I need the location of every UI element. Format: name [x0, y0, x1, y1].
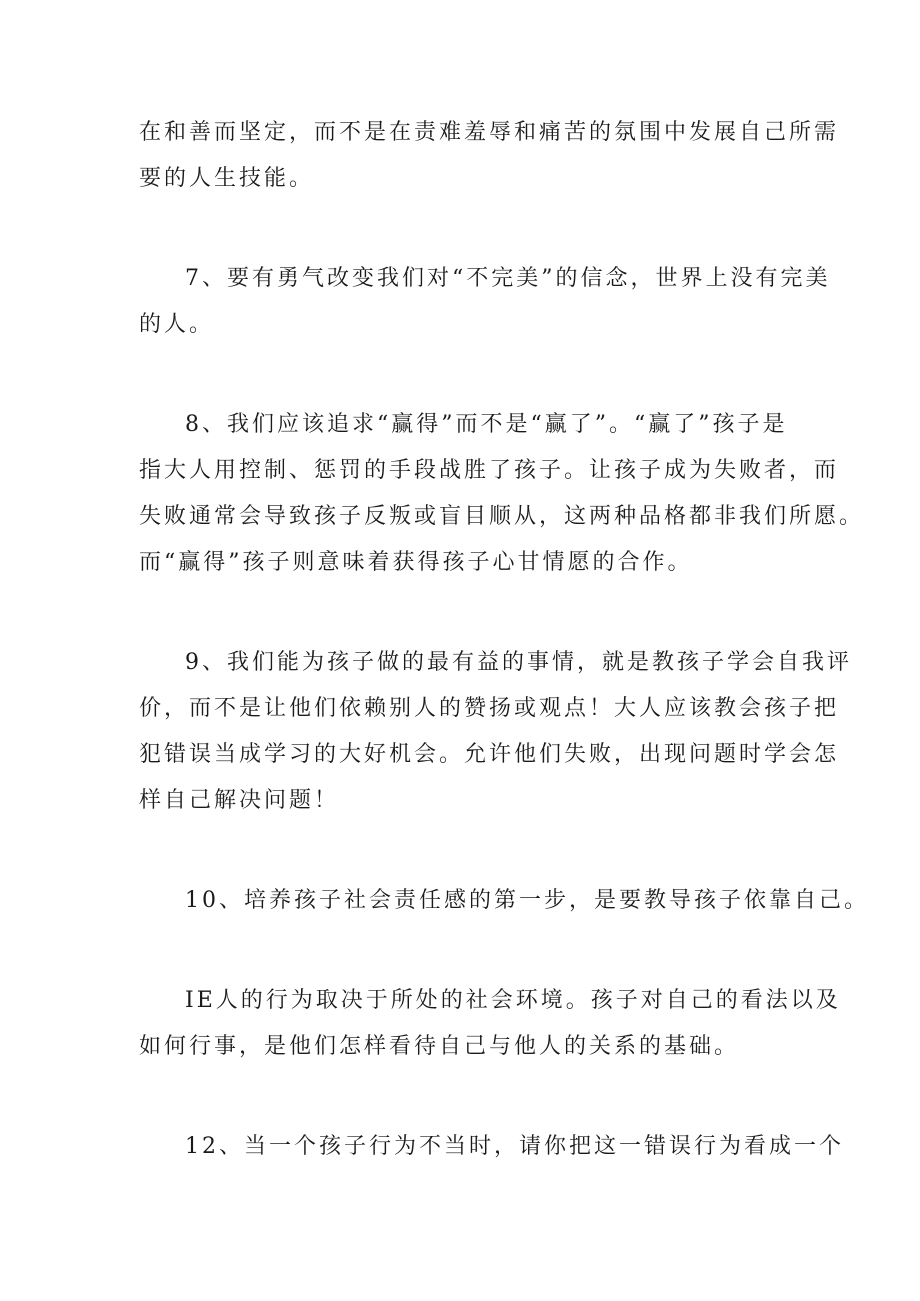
paragraph-gap	[139, 348, 799, 402]
paragraph-continuation	[139, 110, 840, 202]
text-line: 失败通常会导致孩子反叛或盲目顺从，这两种品格都非我们所愿。	[139, 504, 865, 529]
paragraph-item-11	[139, 978, 841, 1070]
paragraph-gap	[139, 824, 799, 878]
text-line: 如何行事，是他们怎样看待自己与他人的关系的基础。	[139, 1034, 740, 1059]
text-line: 而“赢得”孩子则意味着获得孩子心甘情愿的合作。	[139, 550, 693, 575]
paragraph-gap	[139, 202, 799, 256]
text-line: 价，而不是让他们依赖别人的赞扬或观点！大人应该教会孩子把	[139, 696, 840, 721]
text-line: 10、培养孩子社会责任感的第一步，是要教导孩子依靠自己。	[185, 888, 869, 913]
text-line: 12、当一个孩子行为不当时，请你把这一错误行为看成一个	[185, 1134, 844, 1159]
text-line: 的人。	[139, 312, 215, 337]
paragraph-item-7	[139, 256, 831, 348]
document-page	[139, 110, 869, 1170]
text-line: 在和善而坚定，而不是在责难羞辱和痛苦的氛围中发展自己所需	[139, 120, 840, 145]
text-line: 8、我们应该追求“赢得”而不是“赢了”。“赢了”孩子是	[185, 412, 788, 437]
text-line: 样自己解决问题！	[139, 788, 340, 813]
paragraph-item-10	[139, 878, 869, 924]
paragraph-item-12	[139, 1124, 844, 1170]
paragraph-gap	[139, 586, 799, 640]
text-line: 7、要有勇气改变我们对“不完美”的信念，世界上没有完美	[185, 266, 831, 291]
paragraph-item-9	[139, 640, 852, 824]
text-line: 犯错误当成学习的大好机会。允许他们失败，出现问题时学会怎	[139, 742, 840, 767]
paragraph-item-8	[139, 402, 865, 586]
text-line: 要的人生技能。	[139, 166, 315, 191]
text-line: 指大人用控制、惩罚的手段战胜了孩子。让孩子成为失败者，而	[139, 458, 840, 483]
text-line: IE人的行为取决于所处的社会环境。孩子对自己的看法以及	[185, 988, 841, 1013]
paragraph-gap	[139, 924, 799, 978]
paragraph-gap	[139, 1070, 799, 1124]
text-line: 9、我们能为孩子做的最有益的事情，就是教孩子学会自我评	[185, 650, 852, 675]
